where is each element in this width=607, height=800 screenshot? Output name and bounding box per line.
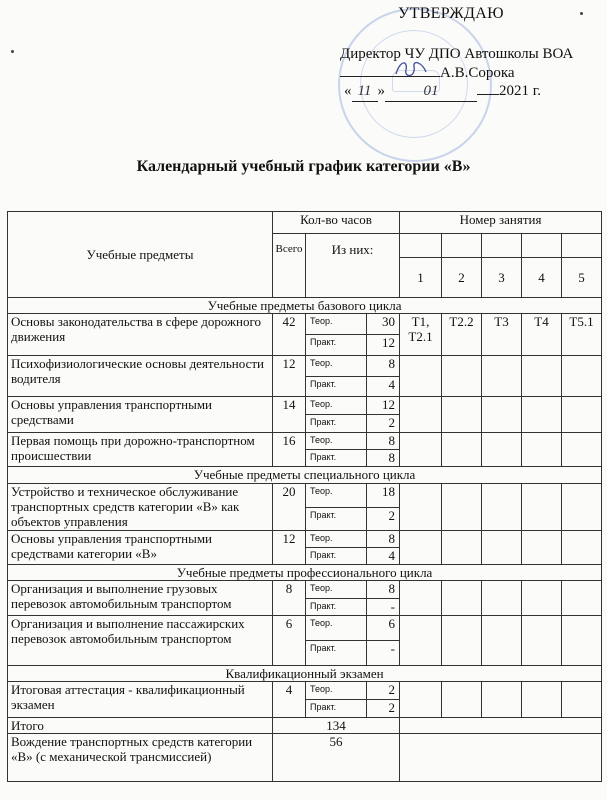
header-lesson-2: 2 bbox=[442, 258, 482, 298]
header-lesson-5: 5 bbox=[562, 258, 602, 298]
lesson-cell bbox=[400, 581, 442, 616]
theory-label: Теор. bbox=[306, 581, 367, 599]
lesson-cell bbox=[562, 356, 602, 397]
theory-label: Теор. bbox=[306, 484, 367, 508]
subject-name: Первая помощь при дорожно-транспортном происшествии bbox=[8, 433, 273, 467]
practice-hours: 4 bbox=[367, 548, 400, 565]
driving-label: Вождение транспортных средств категории «В» (с механической трансмиссией) bbox=[8, 734, 273, 782]
section-title: Квалификационный экзамен bbox=[8, 666, 602, 682]
header-lesson-spacer bbox=[562, 234, 602, 258]
lesson-cell bbox=[482, 531, 522, 565]
subject-total-hours: 8 bbox=[273, 581, 306, 616]
table-row bbox=[8, 531, 602, 548]
lesson-cell bbox=[442, 682, 482, 718]
header-subjects: Учебные предметы bbox=[8, 212, 273, 298]
lesson-cell bbox=[400, 356, 442, 397]
lesson-cell bbox=[522, 433, 562, 467]
subject-name: Основы управления транспортными средствами bbox=[8, 397, 273, 433]
practice-hours: 4 bbox=[367, 377, 400, 397]
section-title: Учебные предметы специального цикла bbox=[8, 467, 602, 484]
subject-total-hours: 4 bbox=[273, 682, 306, 718]
table-row bbox=[8, 581, 602, 599]
lesson-cell bbox=[522, 531, 562, 565]
header-hours: Кол-во часов bbox=[273, 212, 400, 234]
lesson-cell bbox=[482, 397, 522, 433]
header-lesson-spacer bbox=[522, 234, 562, 258]
lesson-cell bbox=[522, 397, 562, 433]
table-row bbox=[8, 433, 602, 450]
approver-post: Директор ЧУ ДПО Автошколы ВОА bbox=[340, 46, 574, 62]
date-quote-open: « bbox=[344, 83, 352, 99]
lesson-cell bbox=[442, 531, 482, 565]
lesson-cell bbox=[522, 484, 562, 531]
total-empty bbox=[400, 718, 602, 734]
subject-total-hours: 6 bbox=[273, 616, 306, 666]
document-title: Календарный учебный график категории «В» bbox=[136, 158, 471, 175]
lesson-cell bbox=[562, 397, 602, 433]
subject-name: Организация и выполнение пассажирских перевозок автомобильным транспортом bbox=[8, 616, 273, 666]
theory-hours: 8 bbox=[367, 531, 400, 548]
header-lesson-4: 4 bbox=[522, 258, 562, 298]
date-quote-close: » bbox=[377, 83, 385, 99]
subject-name: Итоговая аттестация - квалификационный экзамен bbox=[8, 682, 273, 718]
approval-title: УТВЕРЖДАЮ bbox=[398, 5, 504, 22]
theory-hours: 8 bbox=[367, 581, 400, 599]
table-row bbox=[8, 397, 602, 415]
scan-speck bbox=[11, 50, 14, 53]
lesson-cell bbox=[482, 356, 522, 397]
section-title: Учебные предметы профессионального цикла bbox=[8, 565, 602, 581]
lesson-cell bbox=[522, 581, 562, 616]
theory-label: Теор. bbox=[306, 616, 367, 641]
practice-label: Практ. bbox=[306, 335, 367, 356]
lesson-cell bbox=[482, 616, 522, 666]
theory-hours: 2 bbox=[367, 682, 400, 700]
practice-label: Практ. bbox=[306, 599, 367, 616]
practice-hours: 2 bbox=[367, 700, 400, 718]
theory-label: Теор. bbox=[306, 531, 367, 548]
table-row bbox=[8, 616, 602, 641]
lesson-cell bbox=[400, 397, 442, 433]
lesson-cell bbox=[562, 581, 602, 616]
driving-value: 56 bbox=[273, 734, 400, 782]
date-month: 01 bbox=[385, 81, 477, 102]
table-row bbox=[8, 484, 602, 508]
lesson-cell bbox=[400, 531, 442, 565]
practice-hours: - bbox=[367, 641, 400, 666]
practice-label: Практ. bbox=[306, 700, 367, 718]
lesson-cell bbox=[442, 484, 482, 531]
subject-total-hours: 12 bbox=[273, 356, 306, 397]
subject-total-hours: 20 bbox=[273, 484, 306, 531]
practice-label: Практ. bbox=[306, 548, 367, 565]
header-total: Всего bbox=[273, 234, 306, 298]
approval-date bbox=[344, 80, 541, 102]
signature-line bbox=[340, 62, 440, 77]
lesson-cell bbox=[400, 682, 442, 718]
theory-label: Теор. bbox=[306, 433, 367, 450]
scan-speck bbox=[580, 12, 583, 15]
theory-label: Теор. bbox=[306, 397, 367, 415]
lesson-cell bbox=[482, 433, 522, 467]
theory-hours: 18 bbox=[367, 484, 400, 508]
lesson-cell bbox=[522, 616, 562, 666]
practice-label: Практ. bbox=[306, 508, 367, 531]
lesson-cell: Т5.1 bbox=[562, 314, 602, 356]
lesson-cell bbox=[442, 433, 482, 467]
theory-hours: 8 bbox=[367, 356, 400, 377]
practice-hours: 2 bbox=[367, 415, 400, 433]
header-lesson-spacer bbox=[400, 234, 442, 258]
subject-name: Устройство и техническое обслуживание транспортных средств категории «В» как объектов управления bbox=[8, 484, 273, 531]
lesson-cell bbox=[562, 531, 602, 565]
subject-name: Организация и выполнение грузовых перевозок автомобильным транспортом bbox=[8, 581, 273, 616]
practice-hours: 2 bbox=[367, 508, 400, 531]
lesson-cell: Т4 bbox=[522, 314, 562, 356]
theory-label: Теор. bbox=[306, 682, 367, 700]
section-title: Учебные предметы базового цикла bbox=[8, 298, 602, 314]
subject-name: Основы управления транспортными средствами категории «В» bbox=[8, 531, 273, 565]
practice-hours: 8 bbox=[367, 450, 400, 467]
date-day: 11 bbox=[352, 81, 378, 102]
lesson-cell bbox=[562, 682, 602, 718]
subject-total-hours: 42 bbox=[273, 314, 306, 356]
theory-label: Теор. bbox=[306, 356, 367, 377]
theory-label: Теор. bbox=[306, 314, 367, 335]
subject-name: Основы законодательства в сфере дорожного движения bbox=[8, 314, 273, 356]
lesson-cell bbox=[442, 616, 482, 666]
lesson-cell bbox=[482, 484, 522, 531]
date-year: 2021 г. bbox=[499, 83, 541, 99]
header-lesson-spacer bbox=[482, 234, 522, 258]
header-lesson-1: 1 bbox=[400, 258, 442, 298]
driving-row bbox=[8, 734, 602, 782]
lesson-cell bbox=[400, 433, 442, 467]
theory-hours: 8 bbox=[367, 433, 400, 450]
subject-total-hours: 12 bbox=[273, 531, 306, 565]
header-of-them: Из них: bbox=[306, 234, 400, 298]
lesson-cell bbox=[522, 682, 562, 718]
table-row bbox=[8, 356, 602, 377]
total-value: 134 bbox=[273, 718, 400, 734]
lesson-cell: Т1, Т2.1 bbox=[400, 314, 442, 356]
lesson-cell: Т2.2 bbox=[442, 314, 482, 356]
practice-label: Практ. bbox=[306, 415, 367, 433]
practice-label: Практ. bbox=[306, 641, 367, 666]
theory-hours: 12 bbox=[367, 397, 400, 415]
date-year-line bbox=[477, 80, 499, 95]
lesson-cell bbox=[400, 616, 442, 666]
approver-name: А.В.Сорока bbox=[440, 65, 515, 81]
header-lesson-number: Номер занятия bbox=[400, 212, 602, 234]
header-lesson-spacer bbox=[442, 234, 482, 258]
driving-empty bbox=[400, 734, 602, 782]
subject-name: Психофизиологические основы деятельности водителя bbox=[8, 356, 273, 397]
lesson-cell bbox=[400, 484, 442, 531]
lesson-cell bbox=[522, 356, 562, 397]
practice-hours: - bbox=[367, 599, 400, 616]
lesson-cell bbox=[442, 356, 482, 397]
lesson-cell bbox=[442, 397, 482, 433]
lesson-cell bbox=[482, 581, 522, 616]
table-row bbox=[8, 682, 602, 700]
lesson-cell bbox=[482, 682, 522, 718]
lesson-cell bbox=[562, 484, 602, 531]
subject-total-hours: 16 bbox=[273, 433, 306, 467]
total-label: Итого bbox=[8, 718, 273, 734]
subject-total-hours: 14 bbox=[273, 397, 306, 433]
practice-label: Практ. bbox=[306, 377, 367, 397]
practice-label: Практ. bbox=[306, 450, 367, 467]
theory-hours: 6 bbox=[367, 616, 400, 641]
table-row bbox=[8, 314, 602, 335]
lesson-cell: Т3 bbox=[482, 314, 522, 356]
header-lesson-3: 3 bbox=[482, 258, 522, 298]
lesson-cell bbox=[562, 433, 602, 467]
schedule-table bbox=[7, 211, 602, 782]
practice-hours: 12 bbox=[367, 335, 400, 356]
lesson-cell bbox=[562, 616, 602, 666]
total-row bbox=[8, 718, 602, 734]
lesson-cell bbox=[442, 581, 482, 616]
theory-hours: 30 bbox=[367, 314, 400, 335]
